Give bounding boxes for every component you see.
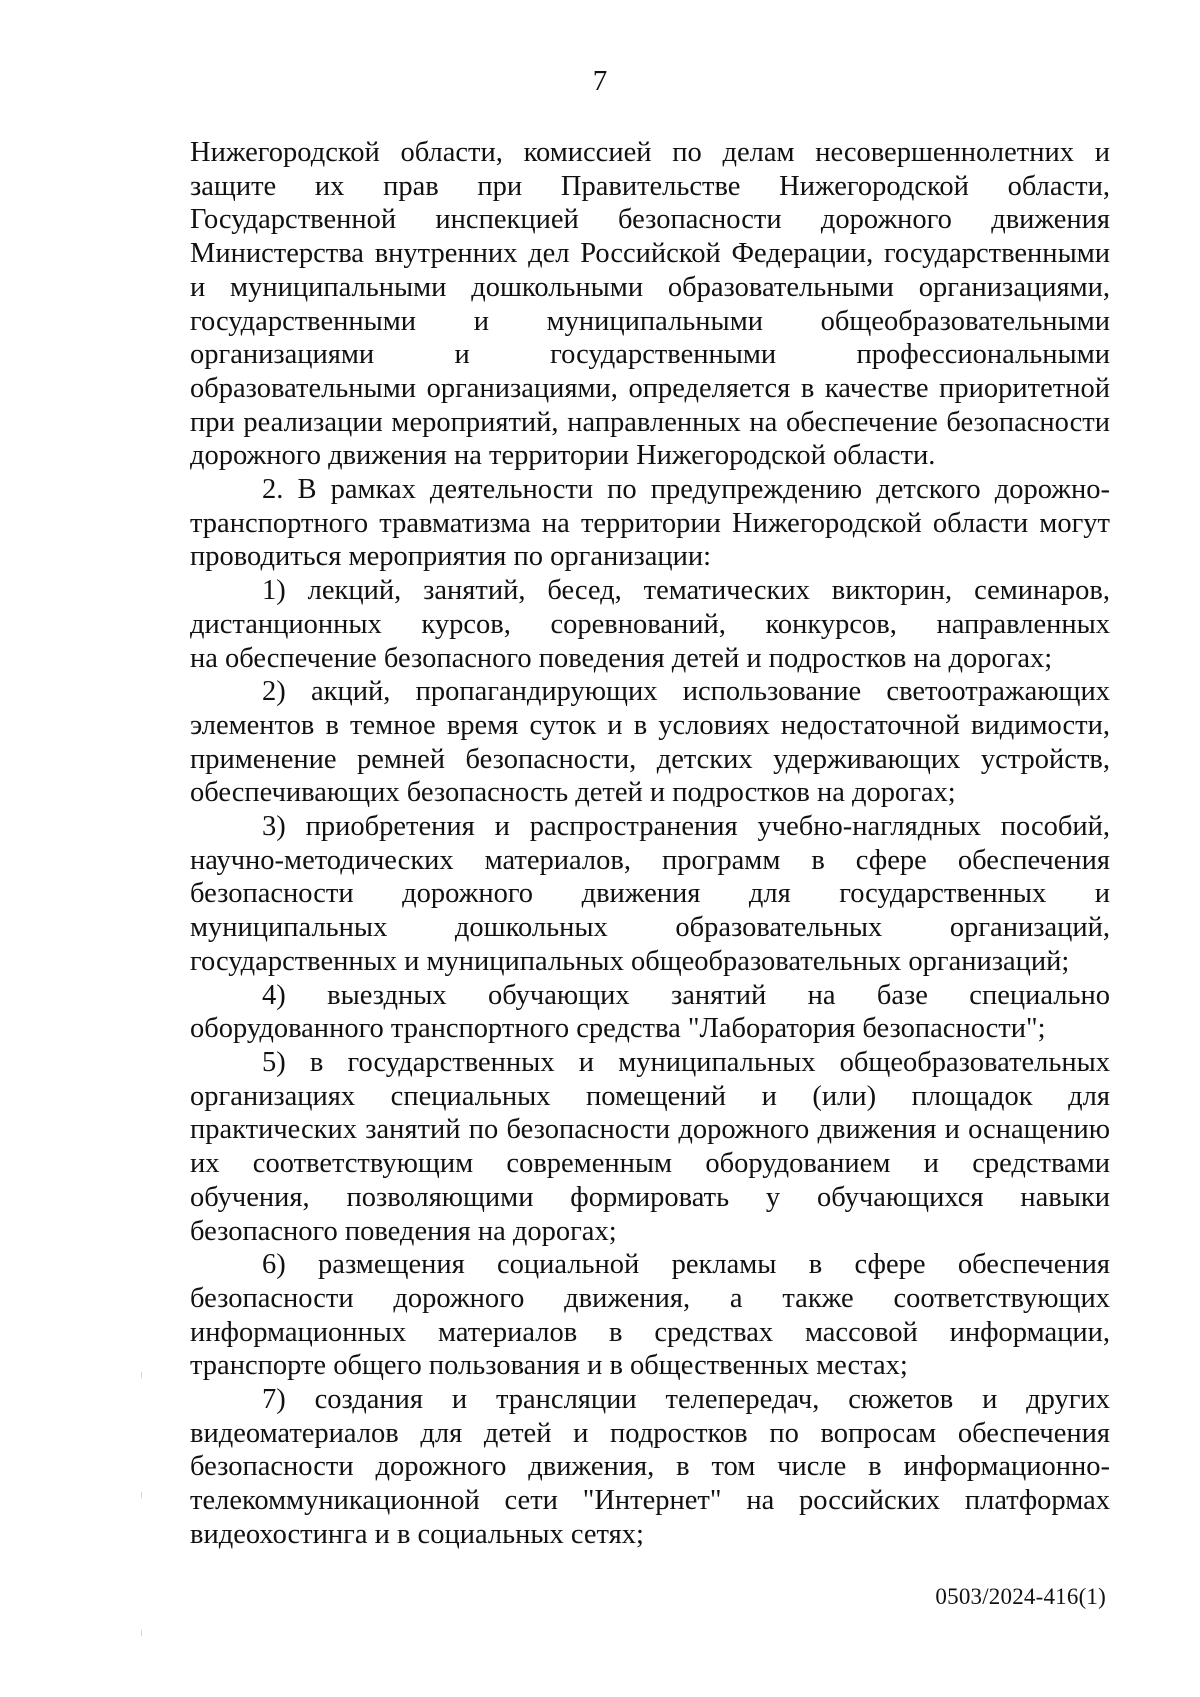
text-line: оборудованного транспортного средства "Лаборатория безопасности"; xyxy=(190,1013,1046,1045)
text-line: государственными и муниципальными общеобразовательными xyxy=(190,305,1110,337)
text-line: применение ремней безопасности, детских удерживающих устройств, xyxy=(190,743,1110,775)
text-line: безопасного поведения на дорогах; xyxy=(190,1215,617,1247)
text-line: 5) в государственных и муниципальных общеобразовательных xyxy=(262,1046,1110,1078)
text-line: образовательными организациями, определяется в качестве приоритетной xyxy=(190,372,1110,404)
scan-margin-mark xyxy=(141,1492,142,1498)
text-line: организациями и государственными профессиональными xyxy=(190,339,1110,371)
text-line: 1) лекций, занятий, бесед, тематических викторин, семинаров, xyxy=(262,575,1110,607)
text-line: Государственной инспекцией безопасности дорожного движения xyxy=(190,204,1110,236)
text-line: Нижегородской области, комиссией по делам несовершеннолетних и xyxy=(190,137,1110,168)
text-line: элементов в темное время суток и в условиях недостаточной видимости, xyxy=(190,709,1110,741)
text-line: проводиться мероприятия по организации: xyxy=(190,541,712,573)
text-line: государственных и муниципальных общеобразовательных организаций; xyxy=(190,945,1070,977)
paragraph xyxy=(190,1248,1110,1383)
text-line: их соответствующим современным оборудованием и средствами xyxy=(190,1148,1110,1180)
paragraph xyxy=(190,979,1110,1046)
text-line: 4) выездных обучающих занятий на базе специально xyxy=(262,979,1110,1011)
paragraph xyxy=(190,1383,1110,1552)
text-line: обеспечивающих безопасность детей и подростков на дорогах; xyxy=(190,777,956,809)
page-number: 7 xyxy=(592,65,608,97)
text-line: Министерства внутренних дел Российской Федерации, государственными xyxy=(190,238,1110,270)
text-line: защите их прав при Правительстве Нижегородской области, xyxy=(190,170,1110,202)
text-line: муниципальных дошкольных образовательных организаций, xyxy=(190,912,1110,944)
text-line: телекоммуникационной сети "Интернет" на российских платформах xyxy=(190,1485,1110,1517)
document-id: 0503/2024-416(1) xyxy=(935,1584,1106,1609)
text-line: практических занятий по безопасности дорожного движения и оснащению xyxy=(190,1114,1110,1146)
text-line: информационных материалов в средствах массовой информации, xyxy=(190,1316,1110,1348)
text-line: транспортного травматизма на территории Нижегородской области могут xyxy=(190,507,1110,539)
text-line: организациях специальных помещений и (или) площадок для xyxy=(190,1080,1110,1112)
text-line: безопасности дорожного движения, в том числе в информационно- xyxy=(190,1451,1110,1483)
document-body xyxy=(190,136,1110,1552)
text-line: 6) размещения социальной рекламы в сфере обеспечения xyxy=(262,1249,1110,1281)
text-line: дистанционных курсов, соревнований, конкурсов, направленных xyxy=(190,608,1110,640)
paragraph xyxy=(190,675,1110,810)
paragraph xyxy=(190,810,1110,979)
text-line: и муниципальными дошкольными образовательными организациями, xyxy=(190,271,1110,303)
text-line: при реализации мероприятий, направленных на обеспечение безопасности xyxy=(190,406,1110,438)
paragraph xyxy=(190,1046,1110,1248)
text-line: транспорте общего пользования и в общественных местах; xyxy=(190,1350,908,1382)
text-line: безопасности дорожного движения для государственных и xyxy=(190,878,1110,910)
paragraph xyxy=(190,574,1110,675)
text-line: дорожного движения на территории Нижегородской области. xyxy=(190,440,936,472)
text-line: 2. В рамках деятельности по предупреждению детского дорожно- xyxy=(262,474,1110,506)
text-line: видеоматериалов для детей и подростков по вопросам обеспечения xyxy=(190,1417,1110,1449)
text-line: на обеспечение безопасного поведения детей и подростков на дорогах; xyxy=(190,642,1053,674)
text-line: 3) приобретения и распространения учебно-наглядных пособий, xyxy=(262,811,1110,843)
text-line: видеохостинга и в социальных сетях; xyxy=(190,1518,644,1550)
scan-margin-mark xyxy=(141,1372,142,1378)
text-line: научно-методических материалов, программ в сфере обеспечения xyxy=(190,844,1110,876)
text-line: 7) создания и трансляции телепередач, сюжетов и других xyxy=(262,1384,1110,1416)
text-line: обучения, позволяющими формировать у обучающихся навыки xyxy=(190,1181,1110,1213)
paragraph xyxy=(190,473,1110,574)
scan-margin-mark xyxy=(141,1630,142,1636)
text-line: 2) акций, пропагандирующих использование светоотражающих xyxy=(262,676,1110,708)
paragraph xyxy=(190,136,1110,473)
text-line: безопасности дорожного движения, а также соответствующих xyxy=(190,1282,1110,1314)
